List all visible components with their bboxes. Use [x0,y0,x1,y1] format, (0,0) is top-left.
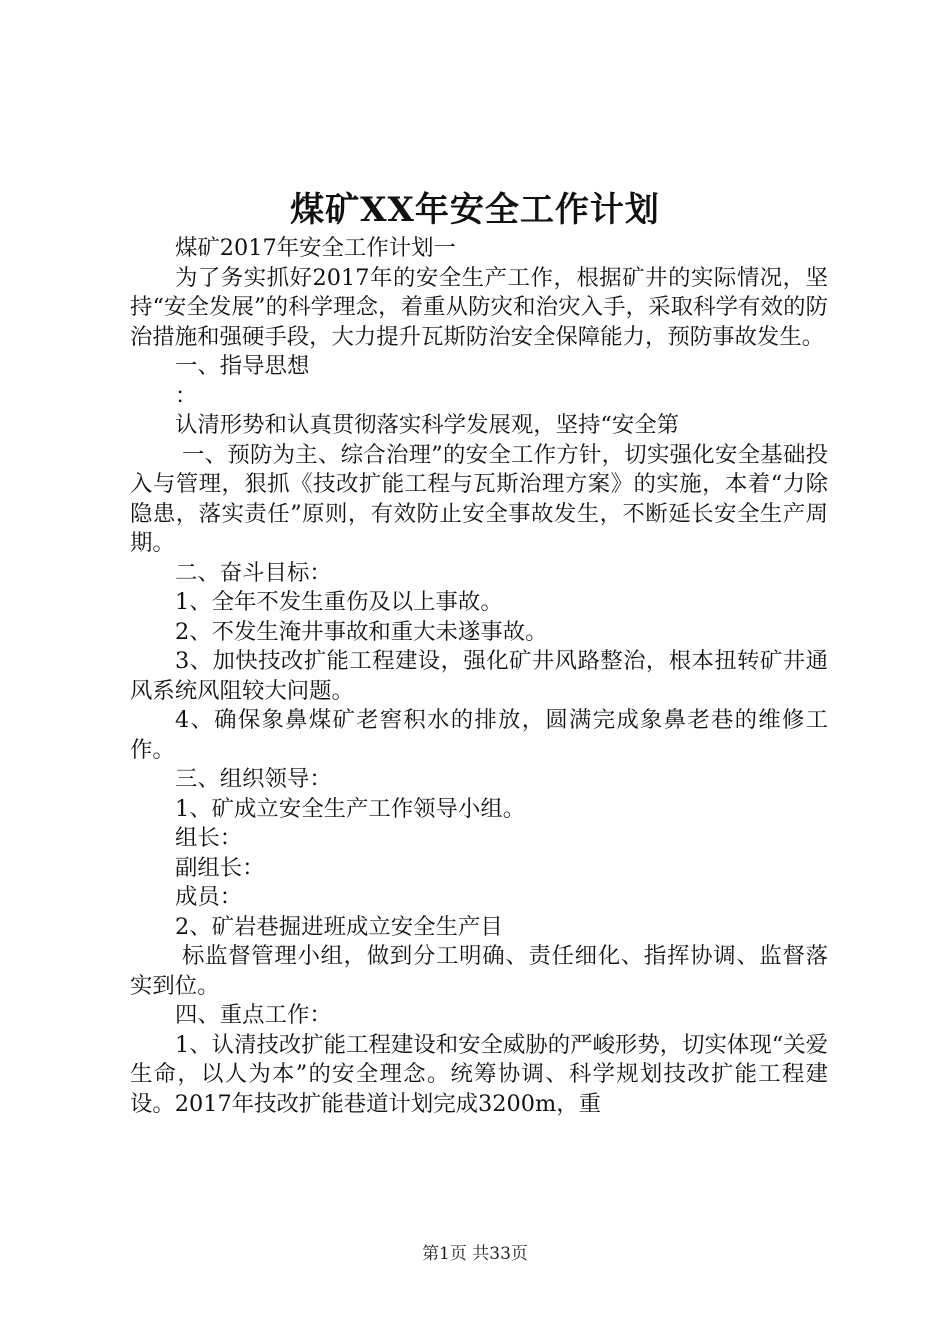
goal-item: 3、加快技改扩能工程建设，强化矿井风路整治，根本扭转矿井通风系统风阻较大问题。 [130,648,828,704]
heading-guiding-ideology: 一、指导思想 [175,353,310,379]
page-number: 第1页 共33页 [422,1244,528,1264]
goal-item: 4、确保象鼻煤矿老窖积水的排放，圆满完成象鼻老巷的维修工作。 [130,707,828,763]
document-title: 煤矿XX年安全工作计划 [290,190,660,230]
goal-item: 2、不发生淹井事故和重大未遂事故。 [175,618,548,645]
heading-key-work: 四、重点工作： [175,1002,332,1028]
paragraph-subtitle: 煤矿2017年安全工作计划一 [175,235,456,261]
role-leader: 组长： [175,825,243,851]
paragraph-guiding-2: 一、预防为主、综合治理”的安全工作方针，切实强化安全基础投入与管理，狠抓《技改扩能工程与瓦斯治理方案》的实施，本着“力除隐患，落实责任”原则，有效防止安全事故发生，不断延长安全生产周期。 [130,441,828,556]
organization-item: 1、矿成立安全生产工作领导小组。 [175,795,526,822]
role-members: 成员： [175,884,243,910]
paragraph-guiding-1: 认清形势和认真贯彻落实科学发展观，坚持“安全第 [175,412,680,438]
key-work-item: 1、认清技改扩能工程建设和安全威胁的严峻形势，切实体现“关爱生命，以人为本”的安全理念。统筹协调、科学规划技改扩能工程建设。2017年技改扩能巷道计划完成3200m，重 [130,1031,828,1117]
role-deputy-leader: 副组长： [175,854,265,881]
heading-goals: 二、奋斗目标： [175,559,332,586]
heading-organization: 三、组织领导： [175,766,332,792]
goal-item: 1、全年不发生重伤及以上事故。 [175,589,503,615]
organization-item-continued: 标监督管理小组，做到分工明确、责任细化、指挥协调、监督落实到位。 [130,943,828,999]
paragraph-intro: 为了务实抓好2017年的安全生产工作，根据矿井的实际情况，坚持“安全发展”的科学理念，着重从防灾和治灾入手，采取科学有效的防治措施和强硬手段，大力提升瓦斯防治安全保障能力，预防事故发生。 [130,264,828,350]
paragraph-colon: ： [175,382,198,409]
organization-item: 2、矿岩巷掘进班成立安全生产目 [175,913,503,940]
document-body [130,234,828,1119]
